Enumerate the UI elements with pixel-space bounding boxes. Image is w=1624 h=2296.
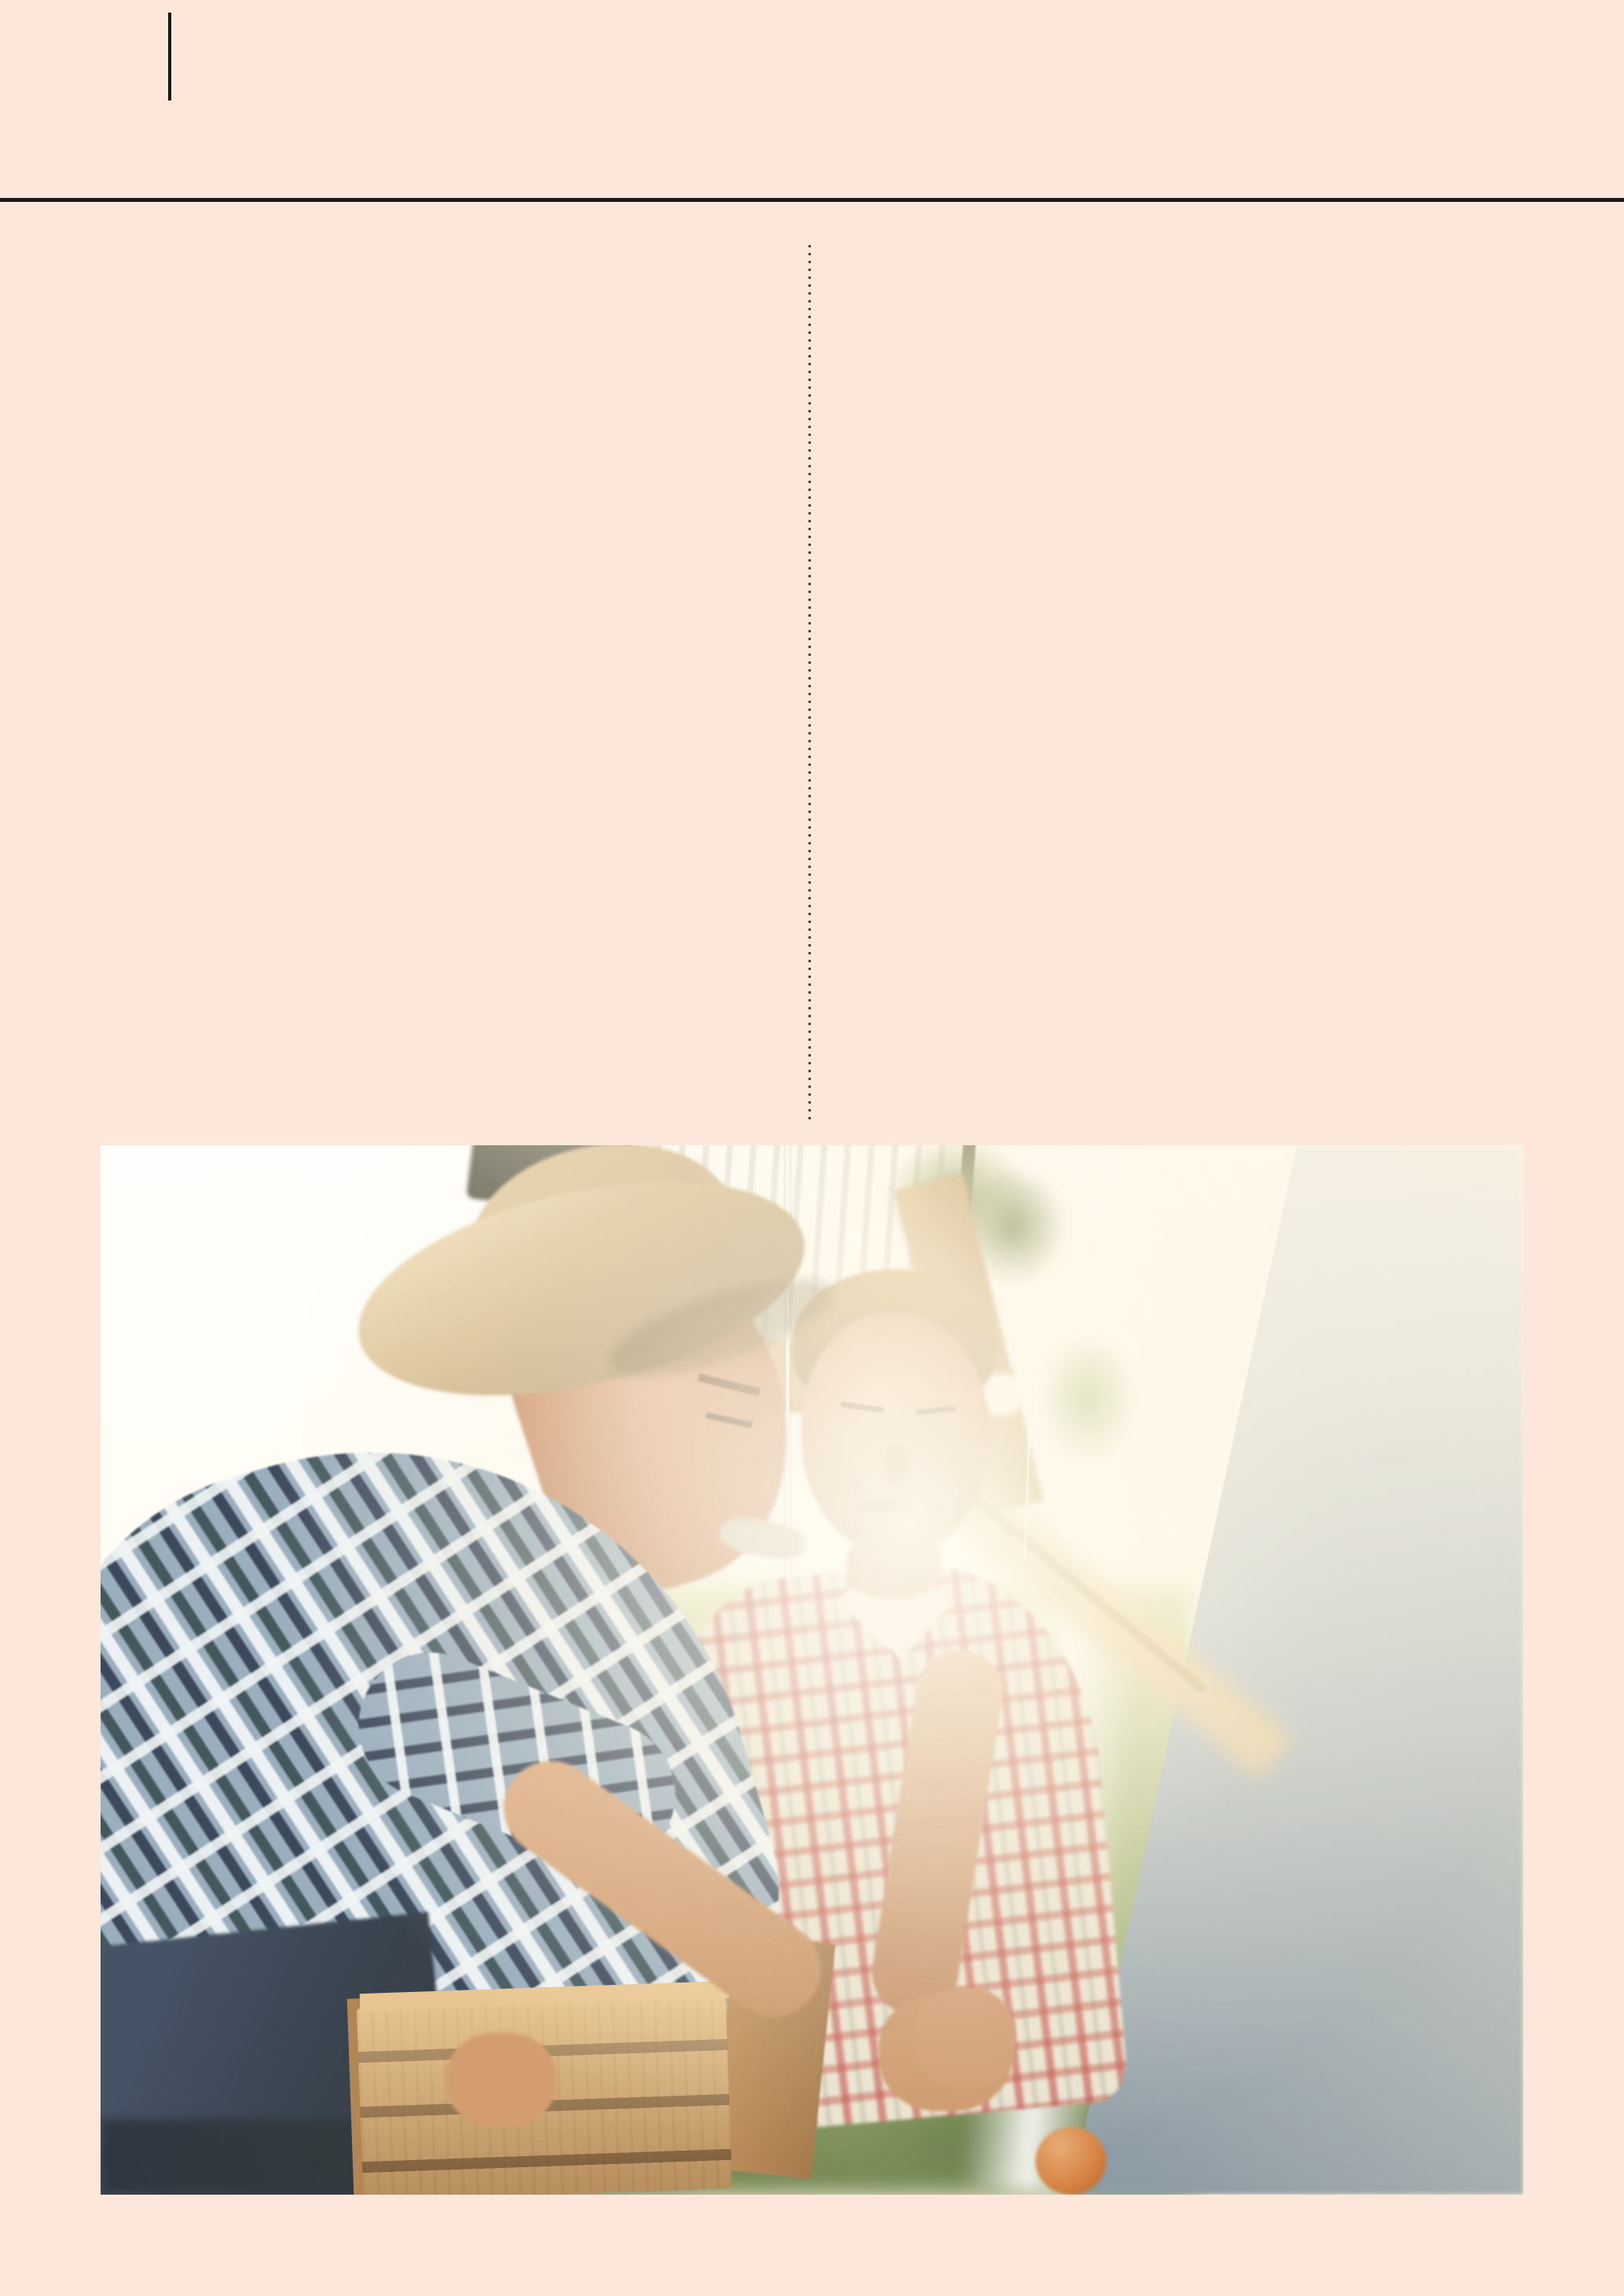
old-farmer-forearm	[485, 1742, 839, 2035]
old-farmer-eye	[706, 1412, 753, 1428]
young-farmer-nose	[886, 1445, 907, 1486]
apple-crate-rim	[360, 1981, 729, 2011]
photo-thin-pole	[786, 1145, 790, 1585]
photo-light-beam	[945, 1475, 1293, 1780]
old-farmer-sleeve	[337, 1631, 698, 1889]
apple-crate-slat	[347, 1998, 383, 2195]
photo-truck-edge-glow	[959, 1145, 1183, 2195]
sun-flare	[101, 1145, 1523, 2195]
old-farmer-hat-crown	[456, 1145, 751, 1348]
photo-bottom-shadow	[101, 2119, 713, 2195]
old-farmer-hat-shadow	[599, 1260, 844, 1397]
header-divider-line	[168, 13, 171, 101]
photo-truck-side	[1020, 1145, 1523, 2195]
column-divider-dotted	[808, 245, 811, 1122]
photo-ground-shadow	[218, 1891, 478, 2195]
horizontal-rule	[0, 198, 1624, 202]
photo-leaves	[886, 1145, 1067, 1287]
fallen-apple	[1036, 2127, 1106, 2195]
photo-sky	[101, 1145, 1523, 2195]
photo-wood-post	[893, 1173, 1043, 1518]
warm-light-wash	[101, 1145, 1523, 2195]
photo-hanging-cable	[640, 1159, 672, 1258]
young-farmer-brow	[841, 1401, 884, 1413]
young-farmer-mouth	[861, 1500, 911, 1513]
young-farmer-hand	[914, 1987, 1016, 2089]
apple-crate-end	[709, 1934, 836, 2179]
old-farmer-left-hand	[446, 2033, 556, 2127]
young-farmer-neck	[847, 1532, 941, 1598]
young-farmer-collar	[837, 1546, 951, 1659]
photo-window-strut	[864, 1404, 1208, 1694]
young-farmer-brow	[916, 1405, 955, 1415]
apple-crate-front	[357, 1995, 732, 2195]
photo-leaves-small	[1036, 1334, 1138, 1467]
old-farmer-brow	[698, 1373, 761, 1396]
sun-flare-streak	[101, 1145, 1523, 2195]
old-farmer-hat-brim	[338, 1145, 825, 1434]
photo-grass	[211, 1585, 1193, 2195]
young-farmer-plaid-shirt	[659, 1552, 1130, 2137]
old-farmer-face	[479, 1216, 830, 1617]
old-farmer-ear	[477, 1203, 565, 1315]
photo-window-frame-bar	[570, 1315, 1015, 1439]
old-farmer-plaid-shirt	[101, 1362, 829, 2195]
old-farmer-right-hand	[878, 1994, 1012, 2111]
photo-truck-window	[604, 1145, 977, 1391]
article-photo	[101, 1145, 1523, 2195]
photo-wire	[1024, 1326, 1034, 1562]
old-farmer-jeans	[101, 1912, 463, 2195]
old-farmer-mustache	[717, 1514, 808, 1563]
young-farmer-face	[801, 1312, 990, 1555]
young-farmer-hair	[792, 1269, 996, 1415]
apples-in-crate	[376, 1821, 800, 2033]
photo-truck-canopy	[466, 1145, 741, 1230]
young-farmer-arm	[866, 1643, 1009, 2021]
photo-highlight-dot	[981, 1373, 1024, 1416]
